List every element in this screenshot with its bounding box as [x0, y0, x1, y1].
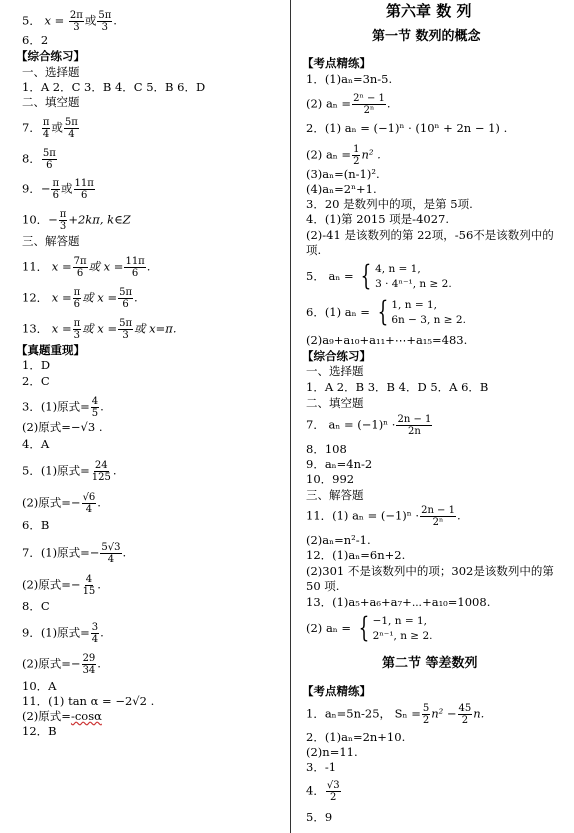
item-6: 6．(1) aₙ = { 1, n = 1, 6n − 3, n ≥ 2.: [306, 295, 466, 328]
item-4: 4．(1)第 2015 项是-4027.: [306, 212, 449, 226]
solve-13-right: 13．(1)a₅+a₆+a₇+⋯+a₁₀=1008.: [306, 595, 491, 609]
section-title-2: 第二节 等差数列: [382, 656, 478, 671]
item-2: 2．(1) aₙ = (−1)ⁿ · (10ⁿ + 2n − 1) .: [306, 121, 508, 135]
exam-5: 5．(1)原式= $\frac{24}{125}$ .: [22, 460, 117, 483]
exam-1: 1．D: [22, 358, 51, 372]
chapter-title: 第六章 数 列: [386, 2, 472, 20]
item-1: 1．(1)aₙ=3n-5.: [306, 72, 393, 86]
item-2b: (2) aₙ = $\frac{1}{2}$ n² .: [306, 144, 381, 167]
item-5: 5． aₙ = { 4, n = 1, 3 · 4ⁿ⁻¹, n ≥ 2.: [306, 259, 452, 292]
exam-9b: (2)原式=− $\frac{29}{34}$ .: [22, 653, 101, 676]
exam-9: 9．(1)原式= $\frac{3}{4}$ .: [22, 622, 104, 645]
solve-12b-line2: 50 项.: [306, 579, 340, 593]
exam-5b: (2)原式=− $\frac{√6}{4}$ .: [22, 492, 101, 515]
item-1b: (2) aₙ = $\frac{\text{2ⁿ − 1}}{\text{2ⁿ}}$ .: [306, 93, 391, 116]
arith-3: 3．-1: [306, 760, 337, 774]
fill-10-right: 10．992: [306, 472, 355, 486]
solve-13b-right: (2) aₙ = { −1, n = 1, 2ⁿ⁻¹, n ≥ 2.: [306, 611, 433, 644]
answer-5: 5． x = $\frac{2\pi}{3}$ 或 $\frac{5\pi}{3}$ .: [22, 10, 117, 33]
choice-answers-2: 1．A 2．B 3．B 4．D 5．A 6．B: [306, 380, 489, 394]
section-choice: 一、选择题: [22, 65, 80, 79]
exam-11: 11．(1) tan α = −2√2 .: [22, 694, 155, 708]
section-title-1: 第一节 数列的概念: [372, 29, 481, 44]
exam-8: 8．C: [22, 599, 50, 613]
section-fill: 二、填空题: [22, 95, 80, 109]
solve-11: 11． x = $\frac{7\pi}{6}$ 或 x = $\frac{11\pi}{6}$ .: [22, 256, 151, 279]
section-tag-practice-2: 【综合练习】: [302, 349, 371, 363]
section-tag-exam: 【真题重现】: [16, 343, 85, 357]
arith-1: 1．aₙ=5n-25， Sₙ = $\frac{5}{2}$ n² − $\frac{45}{2}$ n.: [306, 703, 485, 726]
item-4b-line1: (2)-41 是该数列的第 22项，-56不是该数列中的: [306, 228, 554, 242]
section-solve-2: 三、解答题: [306, 488, 364, 502]
right-column: [300, 0, 574, 833]
item-4b-line2: 项.: [306, 243, 322, 257]
arith-2b: (2)n=11.: [306, 745, 358, 759]
fill-8-right: 8．108: [306, 442, 347, 456]
section-fill-2: 二、填空题: [306, 396, 364, 410]
exam-3b: (2)原式=−√3 .: [22, 420, 103, 434]
exam-6: 6．B: [22, 518, 50, 532]
exam-4: 4．A: [22, 437, 50, 451]
solve-12-right: 12．(1)aₙ=6n+2.: [306, 548, 406, 562]
item-2c: (3)aₙ=(n-1)².: [306, 167, 380, 181]
section-solve: 三、解答题: [22, 234, 80, 248]
section-choice-2: 一、选择题: [306, 364, 364, 378]
section-tag-key-2: 【考点精练】: [302, 684, 371, 698]
fill-8: 8． $\frac{5\pi}{6}$: [22, 148, 56, 171]
exam-11b: (2)原式=-cosα: [22, 709, 102, 723]
solve-12b-line1: (2)301 不是该数列中的项；302是该数列中的第: [306, 564, 554, 578]
fill-9: 9．− $\frac{\pi}{6}$ 或 $\frac{11\pi}{6}$: [22, 178, 94, 201]
exam-10: 10．A: [22, 679, 57, 693]
solve-11-right: 11．(1) aₙ = (−1)ⁿ · $\frac{2n - 1}{\text{2ⁿ}}$ .: [306, 505, 461, 528]
column-divider: [290, 0, 291, 833]
answer-6: 6．2: [22, 33, 49, 47]
fill-9-right: 9．aₙ=4n-2: [306, 457, 373, 471]
item-3: 3．20 是数列中的项，是第 5项.: [306, 197, 473, 211]
exam-12: 12．B: [22, 724, 57, 738]
section-tag-practice: 【综合练习】: [16, 49, 85, 63]
arith-5: 5．9: [306, 810, 333, 824]
fill-7-right: 7． aₙ = (−1)ⁿ · $\frac{2n - 1}{2n}$: [306, 414, 432, 437]
exam-3: 3．(1)原式= $\frac{4}{5}$ .: [22, 396, 104, 419]
solve-12: 12． x = $\frac{\pi}{6}$ 或 x = $\frac{5\pi}{6}$ .: [22, 287, 138, 310]
arith-2: 2．(1)aₙ=2n+10.: [306, 730, 406, 744]
fill-10: 10．− $\frac{\pi}{3}$ +2kπ, k∈Z: [22, 209, 131, 232]
fill-7: 7． $\frac{\pi}{4}$ 或 $\frac{5\pi}{4}$: [22, 117, 78, 140]
exam-7: 7．(1)原式=− $\frac{5√3}{4}$ .: [22, 542, 127, 565]
item-6b: (2)a₉+a₁₀+a₁₁+⋯+a₁₅=483.: [306, 333, 468, 347]
solve-13: 13． x = $\frac{\pi}{3}$ 或 x = $\frac{5\pi}{3}$ 或 x=π.: [22, 318, 177, 341]
exam-2: 2．C: [22, 374, 50, 388]
arith-4: 4． $\frac{√3}{2}$: [306, 780, 340, 803]
item-2d: (4)aₙ=2ⁿ+1.: [306, 182, 377, 196]
choice-answers: 1．A 2．C 3．B 4．C 5．B 6．D: [22, 80, 206, 94]
exam-7b: (2)原式=− $\frac{4}{15}$ .: [22, 574, 101, 597]
solve-11b-right: (2)aₙ=n²-1.: [306, 533, 371, 547]
section-tag-key-1: 【考点精练】: [302, 56, 371, 70]
